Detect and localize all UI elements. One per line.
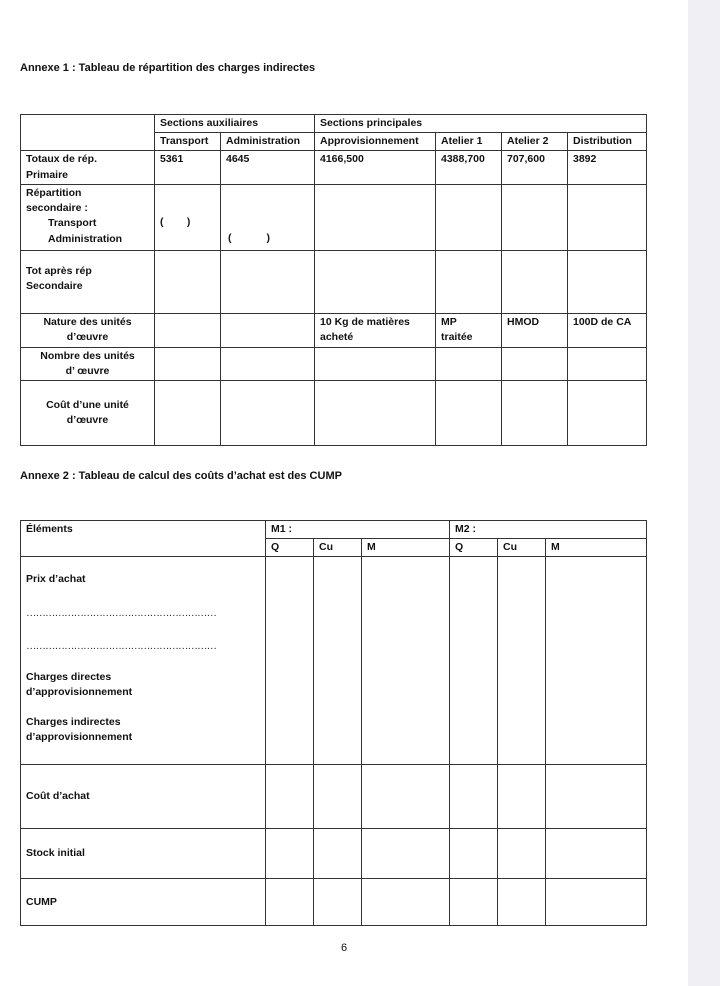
row-totaux-primaire: [21, 151, 647, 184]
row-total-secondaire: [21, 250, 647, 313]
sub-header-cu: Cu: [314, 539, 362, 557]
cell-atelier2: [502, 184, 568, 250]
group-header-auxiliaires: Sections auxiliaires: [155, 115, 315, 133]
cell-approvisionnement: [315, 184, 436, 250]
col-header-m1: M1 :: [266, 521, 450, 539]
col-header-approvisionnement: Approvisionnement: [315, 133, 436, 151]
viewer-side-strip: [688, 0, 720, 986]
cell-distribution: [568, 184, 647, 250]
row-label: Nombre des unités d’ œuvre: [21, 347, 155, 380]
col-header-atelier2: Atelier 2: [502, 133, 568, 151]
row-cump: [21, 879, 647, 926]
cell-atelier2: HMOD: [502, 313, 568, 347]
row-label: Coût d’une unité d’œuvre: [21, 381, 155, 446]
row-stock-initial: [21, 829, 647, 879]
blank-line-1: ……………………………………………………: [26, 606, 216, 619]
row-label: Répartition secondaire : Transport Administration: [21, 184, 155, 250]
cell-atelier1: MP traitée: [436, 313, 502, 347]
cell-atelier1: [436, 184, 502, 250]
row-label: Tot après rép Secondaire: [21, 250, 155, 313]
row-label: CUMP: [21, 879, 266, 926]
sub-header-q: Q: [266, 539, 314, 557]
repartition-table: [20, 114, 647, 446]
row-nature-unites: [21, 313, 647, 347]
sub-header-m: M: [362, 539, 450, 557]
cout-achat-table: [20, 520, 647, 926]
bracket-transport: ( ): [160, 215, 191, 228]
row-label: Stock initial: [21, 829, 266, 879]
cell-distribution: 3892: [568, 151, 647, 184]
sub-header-q: Q: [450, 539, 498, 557]
group-header-principales: Sections principales: [315, 115, 647, 133]
cell-approvisionnement: 4166,500: [315, 151, 436, 184]
cell-approvisionnement: 10 Kg de matières acheté: [315, 313, 436, 347]
sub-header-cu: Cu: [498, 539, 546, 557]
col-header-atelier1: Atelier 1: [436, 133, 502, 151]
sub-header-m: M: [546, 539, 647, 557]
cell-transport: 5361: [155, 151, 221, 184]
col-header-administration: Administration: [221, 133, 315, 151]
row-nombre-unites: [21, 347, 647, 380]
cell-administration: 4645: [221, 151, 315, 184]
row-prix-charges: [21, 557, 647, 765]
row-label: Coût d’achat: [21, 765, 266, 829]
bracket-administration: ( ): [228, 231, 270, 244]
row-label: Nature des unités d’œuvre: [21, 313, 155, 347]
cell-atelier1: 4388,700: [436, 151, 502, 184]
annexe2-title: Annexe 2 : Tableau de calcul des coûts d’achat est des CUMP: [20, 470, 342, 482]
cell-distribution: 100D de CA: [568, 313, 647, 347]
row-cout-unite: [21, 381, 647, 446]
label-prix-achat: Prix d’achat: [26, 573, 86, 586]
corner-cell: [21, 115, 155, 151]
annexe1-title: Annexe 1 : Tableau de répartition des charges indirectes: [20, 62, 316, 74]
page-number: 6: [340, 942, 348, 954]
cell-administration: [221, 184, 315, 250]
cell-atelier2: 707,600: [502, 151, 568, 184]
row-label: Prix d’achat …………………………………………………… …………………………………………………… Charges directes d’approvisionnement Charges indirectes d’approvisionnement: [21, 557, 266, 765]
col-header-elements: Éléments: [21, 521, 266, 557]
col-header-distribution: Distribution: [568, 133, 647, 151]
row-repartition-secondaire: [21, 184, 647, 250]
row-label: Totaux de rép. Primaire: [21, 151, 155, 184]
row-cout-achat: [21, 765, 647, 829]
blank-line-2: ……………………………………………………: [26, 639, 216, 652]
col-header-m2: M2 :: [450, 521, 647, 539]
col-header-transport: Transport: [155, 133, 221, 151]
cell-transport: [155, 184, 221, 250]
